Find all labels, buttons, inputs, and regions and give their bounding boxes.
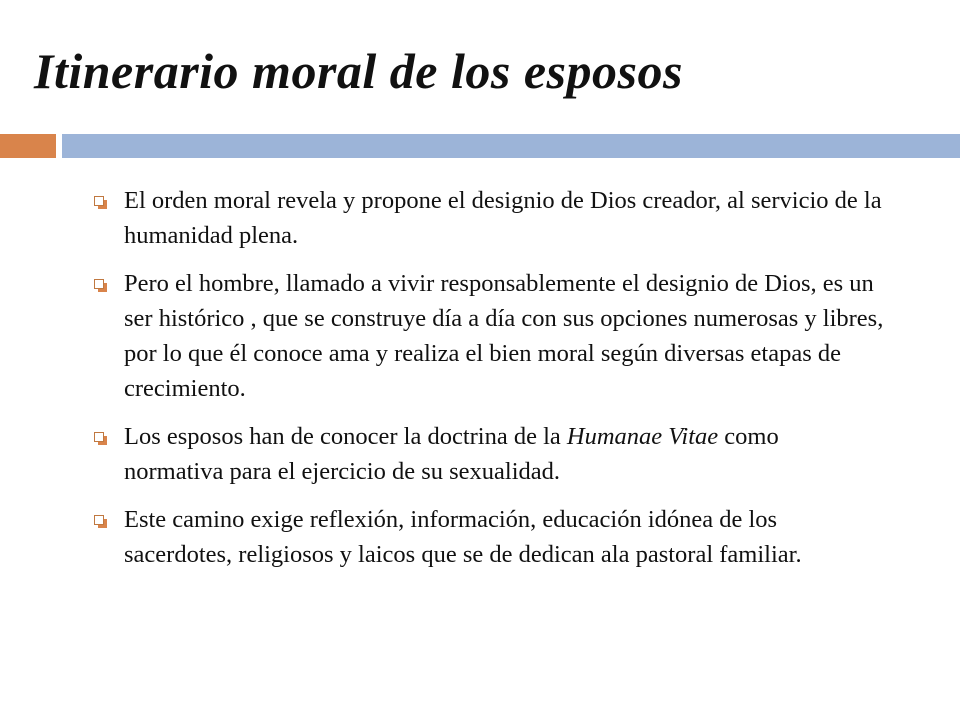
square-bullet-icon	[94, 279, 104, 289]
square-bullet-icon	[94, 196, 104, 206]
square-bullet-icon	[94, 515, 104, 525]
square-bullet-icon	[94, 432, 104, 442]
bullet-item	[94, 266, 884, 406]
bullet-item	[94, 419, 884, 489]
bullet-list	[94, 183, 884, 585]
bullet-text: Pero el hombre, llamado a vivir responsablemente el designio de Dios, es un ser histórico , que se construye día a día con sus opciones numerosas y libres, por lo que él conoce ama y realiza el bien moral según diversas etapas de crecimiento.	[124, 270, 884, 402]
bullet-item	[94, 183, 884, 253]
bullet-text: Este camino exige reflexión, información, educación idónea de los sacerdotes, religiosos y laicos que se de dedican ala pastoral familiar.	[124, 506, 802, 568]
bullet-text-before: Los esposos han de conocer la doctrina de la	[124, 423, 567, 450]
bullet-text: El orden moral revela y propone el designio de Dios creador, al servicio de la humanidad plena.	[124, 187, 882, 249]
bullet-text-after: como normativa para el ejercicio de su sexualidad.	[124, 423, 779, 485]
accent-bar-orange	[0, 134, 56, 158]
bullet-emphasis: Humanae Vitae	[566, 423, 719, 450]
bullet-item	[94, 502, 884, 572]
accent-bar-blue	[62, 134, 960, 158]
slide-title: Itinerario moral de los esposos	[34, 43, 683, 99]
